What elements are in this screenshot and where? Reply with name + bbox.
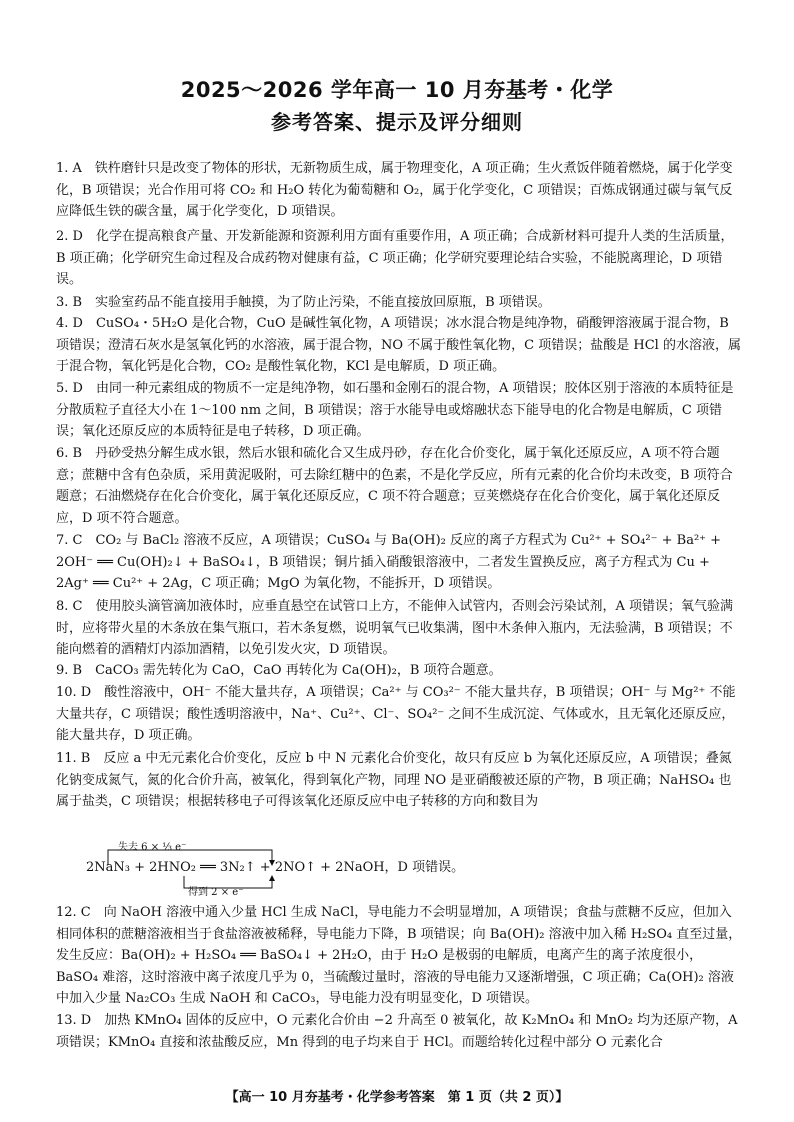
electron-loss-label: 失去 6 × ⅓ e⁻ [118, 842, 187, 853]
electron-gain-label: 得到 2 × e⁻ [188, 887, 244, 898]
answer-12: 12. C 向 NaOH 溶液中通入少量 HCl 生成 NaCl，导电能力不会明显增加，A 项错误；食盐与蔗糖不反应，但加入相同体积的蔗糖溶液相当于食盐溶液被稀释，导电能力下降，B 项错误；向 Ba(OH)₂ 溶液中加入稀 H₂SO₄ 直至过量，发生反应：Ba(OH)₂ + H₂SO₄ ══ BaSO₄↓ + 2H₂O，由于 H₂O 是极弱的电解质，电离产生的离子浓度很小，BaSO₄ 难溶，这时溶液中离子浓度几乎为 0，当硫酸过量时，溶液的导电能力又逐渐增强，C 项正确；Ca(OH)₂ 溶液中加入少量 Na₂CO₃ 生成 NaOH 和 CaCO₃，导电能力没有明显变化，D 项错误。 [56, 905, 742, 1006]
answer-13: 13. D 加热 KMnO₄ 固体的反应中，O 元素化合价由 −2 升高至 0 被氧化，故 K₂MnO₄ 和 MnO₂ 均为还原产物，A 项错误；KMnO₄ 直接和浓盐酸反应，Mn 得到的电子均来自于 HCl。而题给转化过程中部分 O 元素化合 [56, 1013, 738, 1050]
answer-6: 6. B 丹砂受热分解生成水银，然后水银和硫化合又生成丹砂，存在化合价变化，属于氧化还原反应，A 项不符合题意；蔗糖中含有色杂质，采用黄泥吸附，可去除红糖中的色素，不是化学反应，所有元素的化合价均未改变，B 项符合题意；石油燃烧存在化合价变化，属于氧化还原反应，C 项不符合题意；豆荚燃烧存在化合价变化，属于氧化还原反应，D 项不符合题意。 [56, 446, 733, 526]
answer-3: 3. B 实验室药品不能直接用手触摸，为了防止污染，不能直接放回原瓶，B 项错误。 [56, 295, 551, 310]
page-subtitle: 参考答案、提示及评分细则 [271, 110, 523, 134]
answer-8: 8. C 使用胶头滴管滴加液体时，应垂直悬空在试管口上方，不能伸入试管内，否则会污染试剂，A 项错误；氧气验满时，应将带火星的木条放在集气瓶口，若木条复燃，说明氧气已收集满，图中木条伸入瓶内，无法验满，B 项错误；不能向燃着的酒精灯内添加酒精，以免引发火灾，D 项错误。 [56, 599, 734, 657]
answer-9: 9. B CaCO₃ 需先转化为 CaO，CaO 再转化为 Ca(OH)₂，B 项符合题意。 [56, 663, 502, 678]
answer-2: 2. D 化学在提高粮食产量、开发新能源和资源利用方面有重要作用，A 项正确；合成新材料可提升人类的生活质量，B 项正确；化学研究生命过程及合成药物对健康有益，C 项正确；化学研究要理论结合实验，不能脱离理论，D 项错误。 [56, 229, 734, 287]
electron-transfer-equation [86, 838, 516, 900]
answer-10: 10. D 酸性溶液中，OH⁻ 不能大量共存，A 项错误；Ca²⁺ 与 CO₃²⁻ 不能大量共存，B 项错误；OH⁻ 与 Mg²⁺ 不能大量共存，C 项错误；酸性透明溶液中，Na⁺、Cu²⁺、Cl⁻、SO₄²⁻ 之间不生成沉淀、气体或水，且无氧化还原反应，能大量共存，D 项正确。 [56, 685, 736, 743]
page-footer: 【高一 10 月夯基考・化学参考答案 第 1 页（共 2 页）】 [225, 1090, 569, 1105]
answer-7: 7. C CO₂ 与 BaCl₂ 溶液不反应，A 项错误；CuSO₄ 与 Ba(OH)₂ 反应的离子方程式为 Cu²⁺ + SO₄²⁻ + Ba²⁺ + 2OH⁻ ══ Cu(OH)₂↓ + BaSO₄↓，B 项错误；铜片插入硝酸银溶液中，二者发生置换反应，离子方程式为 Cu + 2Ag⁺ ══ Cu²⁺ + 2Ag，C 项正确；MgO 为氧化物，不能拆开，D 项错误。 [56, 533, 722, 591]
page-title: 2025～2026 学年高一 10 月夯基考・化学 [180, 78, 614, 102]
answer-5: 5. D 由同一种元素组成的物质不一定是纯净物，如石墨和金刚石的混合物，A 项错误；胶体区别于溶液的本质特征是分散质粒子直径大小在 1～100 nm 之间，B 项错误；溶于水能导电或熔融状态下能导电的化合物是电解质，C 项错误；氧化还原反应的本质特征是电子转移，D 项正确。 [56, 381, 734, 439]
answer-1: 1. A 铁杵磨针只是改变了物体的形状，无新物质生成，属于物理变化，A 项正确；生火煮饭伴随着燃烧，属于化学变化，B 项错误；光合作用可将 CO₂ 和 H₂O 转化为葡萄糖和 O₂，属于化学变化，C 项错误；百炼成钢通过碳与氧气反应降低生铁的碳含量，属于化学变化，D 项错误。 [56, 161, 733, 219]
equation-text: 2NaN₃ + 2HNO₂ ══ 3N₂↑ + 2NO↑ + 2NaOH，D 项错误。 [86, 860, 465, 875]
answer-4: 4. D CuSO₄・5H₂O 是化合物，CuO 是碱性氧化物，A 项错误；冰水混合物是纯净物，硝酸钾溶液属于混合物，B 项错误；澄清石灰水是氢氧化钙的水溶液，属于混合物，NO 不属于酸性氧化物，C 项错误；盐酸是 HCl 的水溶液，属于混合物，氧化钙是化合物，CO₂ 是酸性氧化物，KCl 是电解质，D 项正确。 [56, 316, 741, 374]
answer-11: 11. B 反应 a 中无元素化合价变化，反应 b 中 N 元素化合价变化，故只有反应 b 为氧化还原反应，A 项错误；叠氮化钠变成氮气，氮的化合价升高，被氧化，得到氧化产物，同理 NO 是亚硝酸被还原的产物，B 项正确；NaHSO₄ 也属于盐类，C 项错误；根据转移电子可得该氧化还原反应中电子转移的方向和数目为 [56, 751, 732, 809]
